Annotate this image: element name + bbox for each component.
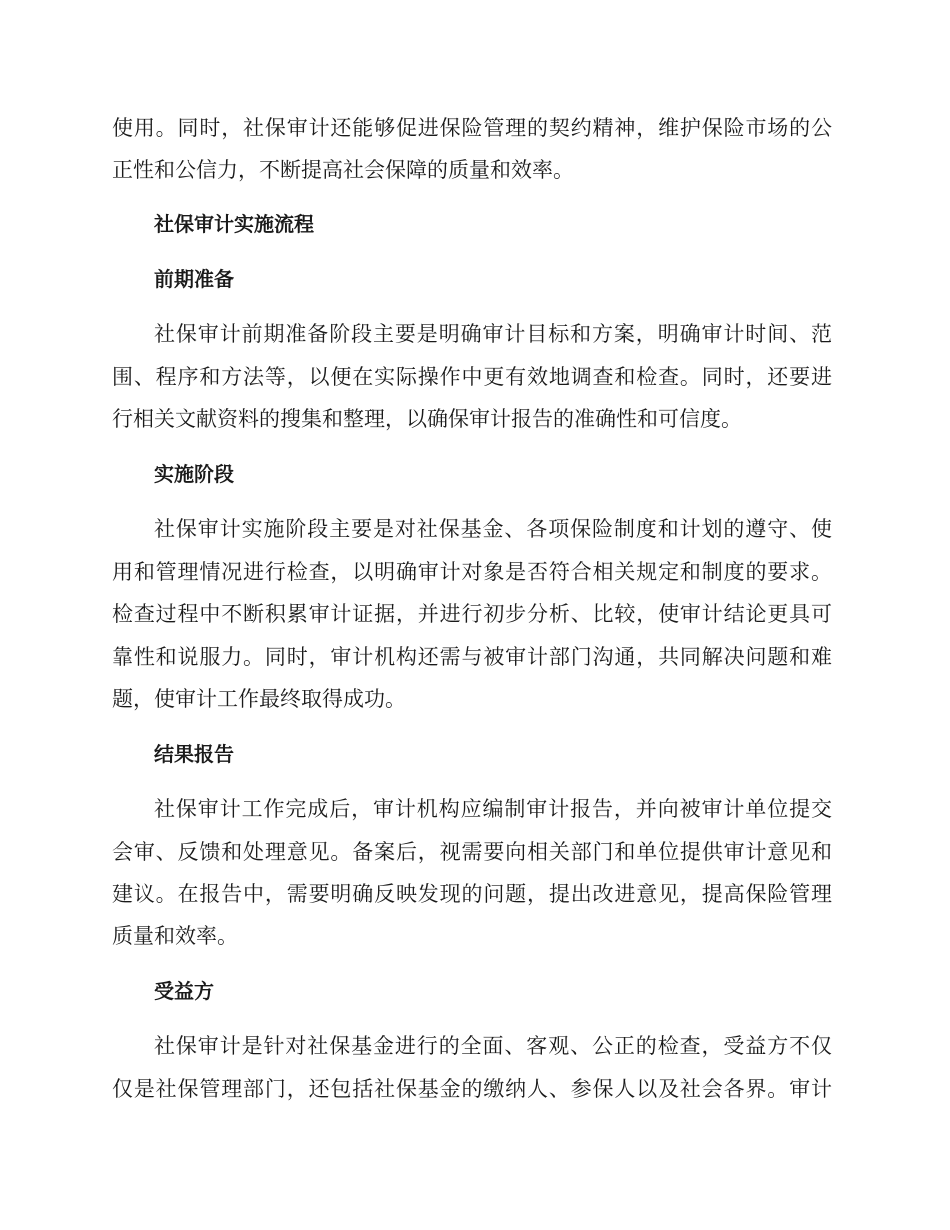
heading-implementation: 实施阶段	[154, 462, 234, 486]
intro-line-1: 使用。同时，社保审计还能够促进保险管理的契约精神，维护保险市场的公	[112, 116, 832, 140]
paragraph-line: 社保审计是针对社保基金进行的全面、客观、公正的检查，受益方不仅	[154, 1034, 832, 1058]
paragraph-line: 仅是社保管理部门，还包括社保基金的缴纳人、参保人以及社会各界。审计	[112, 1077, 832, 1101]
paragraph-line: 检查过程中不断积累审计证据，并进行初步分析、比较，使审计结论更具可	[112, 602, 832, 626]
paragraph-line: 靠性和说服力。同时，审计机构还需与被审计部门沟通，共同解决问题和难	[112, 645, 832, 669]
paragraph-line: 社保审计工作完成后，审计机构应编制审计报告，并向被审计单位提交	[154, 797, 832, 821]
paragraph-line: 建议。在报告中，需要明确反映发现的问题，提出改进意见，提高保险管理	[112, 882, 832, 906]
heading-beneficiaries: 受益方	[154, 979, 214, 1003]
section-title: 社保审计实施流程	[154, 212, 314, 236]
paragraph-line: 社保审计前期准备阶段主要是明确审计目标和方案，明确审计时间、范	[154, 322, 832, 346]
intro-line-2: 正性和公信力，不断提高社会保障的质量和效率。	[112, 158, 574, 182]
paragraph-line: 质量和效率。	[112, 924, 238, 948]
heading-preparation: 前期准备	[154, 267, 234, 291]
paragraph-line: 会审、反馈和处理意见。备案后，视需要向相关部门和单位提供审计意见和	[112, 840, 832, 864]
paragraph-line: 题，使审计工作最终取得成功。	[112, 687, 406, 711]
paragraph-line: 围、程序和方法等，以便在实际操作中更有效地调查和检查。同时，还要进	[112, 365, 832, 389]
heading-report: 结果报告	[154, 742, 234, 766]
paragraph-line: 社保审计实施阶段主要是对社保基金、各项保险制度和计划的遵守、使	[154, 517, 832, 541]
paragraph-line: 行相关文献资料的搜集和整理，以确保审计报告的准确性和可信度。	[112, 407, 742, 431]
paragraph-line: 用和管理情况进行检查，以明确审计对象是否符合相关规定和制度的要求。	[112, 560, 832, 584]
